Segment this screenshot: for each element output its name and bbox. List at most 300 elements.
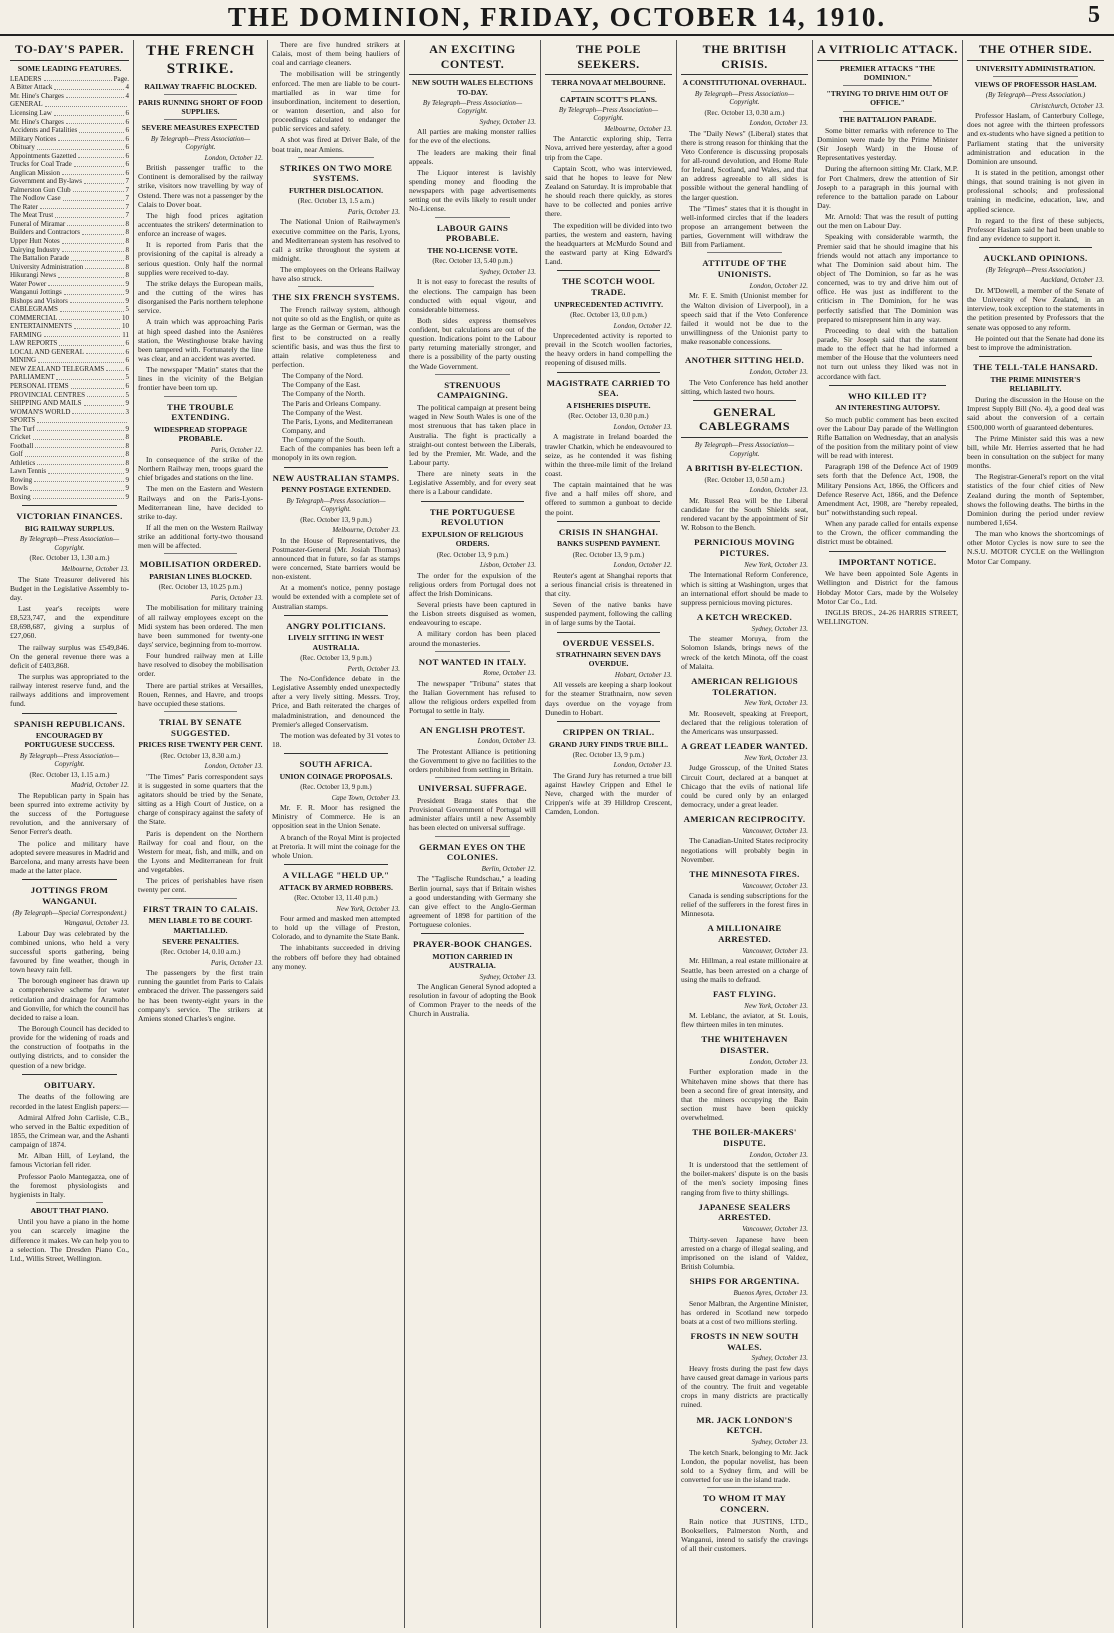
subheading: UNION COINAGE PROPOSALS.: [279, 771, 393, 781]
subheading: MEN LIABLE TO BE COURT-MARTIALLED.: [148, 916, 253, 935]
index-row: [10, 246, 129, 255]
article-paragraph: Both sides express themselves confident, but calculations are out of the question. Indications point to the Labour party returning materially stronger, and there is a possibility of the party ousting the Wade Government.: [409, 315, 536, 371]
tell-tale-hansard-heading: THE TELL-TALE HANSARD.: [973, 361, 1098, 372]
article-paragraph: In the House of Representatives, the Postmaster-General (Mr. Josiah Thomas) announced that in future, so far as stamps were concerned, State barriers would be non-existent.: [272, 535, 400, 582]
dateline: Wanganui, October 13.: [63, 919, 129, 928]
dateline: Sydney, October 13.: [751, 1354, 808, 1363]
leader-dots: [67, 220, 123, 227]
article-paragraph: Until you have a piano in the home you can scarcely imagine the difference it makes. We can help you to a selection. The Dresden Piano Co., Ltd., Willis Street, Wellington.: [10, 1217, 129, 1263]
index-row: [10, 118, 129, 127]
index-row: [10, 186, 129, 195]
article-paragraph: A branch of the Royal Mint is projected at Pretoria. It will mint the coinage for the whole Union.: [272, 832, 400, 860]
leader-dots: [73, 186, 124, 193]
company-item: The Paris and Orleans Company.: [282, 398, 381, 408]
index-page: 8: [125, 228, 129, 237]
column-3: [268, 40, 405, 1628]
scotch-wool-heading: THE SCOTCH WOOL TRADE.: [562, 276, 655, 298]
article-paragraph: There are five hundred strikers at Calais, most of them being hauliers of coal and carriage cleaners.: [272, 40, 400, 68]
dateline: Perth, October 13.: [347, 664, 400, 673]
index-label: Football: [10, 441, 34, 450]
divider: [164, 396, 237, 397]
divider: [164, 119, 237, 120]
index-page: 8: [125, 236, 129, 245]
subheading: FURTHER DISLOCATION.: [288, 186, 384, 196]
subheading: PARIS RUNNING SHORT OF FOOD SUPPLIES.: [138, 97, 263, 117]
index-label: MINING: [10, 356, 37, 365]
index-page: 9: [125, 492, 129, 501]
index-page: 6: [125, 151, 129, 160]
article-paragraph: Four hundred railway men at Lille have resolved to disobey the mobilisation order.: [138, 651, 263, 679]
received-line: (Rec. October 13, 1.15 a.m.): [29, 770, 110, 779]
article-paragraph: INGLIS BROS., 24-26 HARRIS STREET, WELLINGTON.: [817, 607, 958, 627]
leader-dots: [44, 331, 120, 338]
article-paragraph: Mr. Russel Rea will be the Liberal candidate for the South Shields seat, rendered vacant by the appointment of Sir W. Robson to the Bench.: [681, 495, 808, 533]
subheading: STRATHNAIRN SEVEN DAYS OVERDUE.: [556, 650, 661, 669]
column-8: [963, 40, 1108, 1628]
credit-line: By Telegraph—Press Association—Copyright.: [694, 441, 795, 458]
divider: [557, 372, 660, 373]
article-paragraph: The No-Confidence debate in the Legislative Assembly ended unexpectedly after a very lively sitting. Messrs. Troy, Price, and Bath reiterated the charges of maladministration, and denounced the Premier's alleged Conservatism.: [272, 674, 400, 729]
received-line: (Rec. October 13, 8.30 a.m.): [160, 751, 241, 760]
article-paragraph: President Braga states that the Provisional Government of Portugal will administer affairs until a new Assembly has been elected on universal suffrage.: [409, 795, 536, 833]
divider: [164, 94, 237, 95]
index-row: [10, 382, 129, 391]
dateline: London, October 13.: [477, 737, 536, 746]
index-page: 6: [125, 347, 129, 356]
index-row: [10, 109, 129, 118]
shanghai-heading: CRISIS IN SHANGHAI.: [558, 526, 659, 537]
strikes-heading: STRIKES ON TWO MORE SYSTEMS.: [279, 162, 393, 184]
leader-dots: [48, 467, 123, 474]
crippen-heading: CRIPPEN ON TRIAL.: [562, 726, 655, 737]
divider: [557, 632, 660, 633]
leader-dots: [74, 160, 124, 167]
leader-dots: [34, 476, 123, 483]
subheading: MOTION CARRIED IN AUSTRALIA.: [432, 952, 513, 971]
received-line: (Rec. October 13, 0.30 a.m.): [704, 108, 785, 117]
article-paragraph: Mr. F. R. Moor has resigned the Ministry of Commerce. He is an opposition seat in the Union Senate.: [272, 803, 400, 831]
leader-dots: [106, 365, 123, 372]
other-side-heading: THE OTHER SIDE.: [967, 42, 1104, 61]
portuguese-revolution-heading: THE PORTUGUESE REVOLUTION: [429, 506, 516, 528]
article-paragraph: During the afternoon sitting Mr. Clark, M.P. for Port Chalmers, drew the attention of Sir Joseph to a paragraph in this journal with reference to the battalion parade on Labour Day.: [817, 164, 958, 210]
dateline: Sydney, October 13.: [479, 117, 536, 126]
subheading: BANKS SUSPEND PAYMENT.: [556, 539, 661, 549]
received-line: (Rec. October 13, 0.30 p.m.): [568, 412, 649, 421]
subheading: WIDESPREAD STOPPAGE PROBABLE.: [153, 425, 248, 444]
index-label: LOCAL AND GENERAL: [10, 347, 85, 356]
divider: [284, 467, 388, 468]
dateline: London, October 13.: [749, 1150, 808, 1159]
article-paragraph: Four armed and masked men attempted to hold up the village of Preston, Colorado, and to dynamite the State Bank.: [272, 914, 400, 942]
religious-toleration-heading: AMERICAN RELIGIOUS TOLERATION.: [691, 675, 798, 697]
received-line: (Rec. October 13, 1.5 a.m.): [297, 197, 375, 206]
article-paragraph: The National Union of Railwaymen's executive committee on the Paris, Lyons, and Mediterranean system has resolved to call a strike throughout the system at midnight.: [272, 217, 400, 263]
divider: [22, 1074, 117, 1075]
unionists-heading: ATTITUDE OF THE UNIONISTS.: [702, 258, 787, 280]
index-row: [10, 228, 129, 237]
article-paragraph: The French railway system, although not quite so old as the English, or quite as large as the German or German, was the first to be constructed on a really scientific basis, and was thus the first to attain relative completeness and perfection.: [272, 305, 400, 369]
article-paragraph: Mr. Arnold: That was the result of putting out the men on Labour Day.: [817, 212, 958, 231]
subheading: NEW SOUTH WALES ELECTIONS TO-DAY.: [411, 78, 534, 97]
index-page: 8: [125, 450, 129, 459]
divider: [707, 252, 782, 253]
by-election-heading: A BRITISH BY-ELECTION.: [686, 463, 803, 474]
index-page: 9: [125, 484, 129, 493]
index-row: [10, 399, 129, 408]
victorian-finances-heading: VICTORIAN FINANCES.: [16, 511, 123, 522]
index-row: [10, 254, 129, 263]
article-paragraph: The Borough Council has decided to provide for the widening of roads and the construction of footpaths in the outlying districts, and to consider the question of a new bridge.: [10, 1024, 129, 1070]
received-line: (Rec. October 13, 11.40 p.m.): [294, 894, 378, 902]
index-row: [10, 339, 129, 348]
index-label: Obituary: [10, 143, 35, 152]
article-paragraph: Mr. Roosevelt, speaking at Freeport, declared that the religious toleration of the Americans was unsurpassed.: [681, 708, 808, 737]
spanish-republicans-heading: SPANISH REPUBLICANS.: [14, 718, 125, 729]
index-row: [10, 391, 129, 400]
dateline: London, October 13.: [749, 486, 808, 495]
dateline: Vancouver, October 13.: [742, 946, 808, 955]
divider: [284, 753, 388, 754]
index-label: A Bitter Attack: [10, 83, 53, 92]
leader-dots: [37, 459, 123, 466]
article-paragraph: If all the men on the Western Railway strike an additional forty-two thousand men will be affected.: [138, 523, 263, 551]
leader-dots: [71, 382, 124, 389]
article-paragraph: The Liquor interest is lavishly spending money and flooding the newspapers with page advertisements setting out the evils likely to result under No-License.: [409, 167, 536, 214]
article-paragraph: Labour Day was celebrated by the combined unions, who held a very successful sports gathering, being favoured by fine weather, though in town heavy rain fell.: [10, 928, 129, 975]
dateline: Christchurch, October 13.: [1030, 101, 1104, 110]
who-killed-it-heading: WHO KILLED IT?: [848, 390, 927, 401]
credit-line: By Telegraph—Press Association—Copyright.: [19, 751, 120, 769]
dateline: London, October 12.: [613, 561, 672, 570]
divider: [435, 651, 510, 652]
article-paragraph: Further exploration made in the Whitehaven mine shows that there has been a second fire of great intensity, and that the miners occupying the Bain section must have been quickly overwhelmed.: [681, 1067, 808, 1123]
article-paragraph: Unprecedented activity is reported to prevail in the Scotch woollen factories, the heavy orders in hand compelling the reopening of disused mills.: [545, 331, 672, 368]
divider: [22, 879, 117, 880]
leader-dots: [66, 118, 124, 125]
credit-line: By Telegraph—Press Association—Copyright.: [19, 535, 120, 552]
index-label: Wanganui Jottings: [10, 288, 62, 297]
dateline: Sydney, October 13.: [751, 624, 808, 633]
article-paragraph: We have been appointed Sole Agents in Wellington and District for the famous Hobday Motor Cars, made by the Wolseley Motor Car Co., Ltd.: [817, 569, 958, 606]
german-eyes-heading: GERMAN EYES ON THE COLONIES.: [419, 841, 526, 863]
subheading: UNIVERSITY ADMINISTRATION.: [975, 63, 1096, 73]
index-page: 9: [125, 399, 129, 408]
important-notice-heading: IMPORTANT NOTICE.: [838, 556, 937, 567]
company-item: The Company of the South.: [282, 435, 366, 445]
index-label: Bishops and Visitors: [10, 296, 68, 305]
column-5: [541, 40, 677, 1628]
article-paragraph: The strike delays the European mails, and the cutting of the wires has disorganised the Paris northern telephone service.: [138, 278, 263, 316]
leader-dots: [37, 425, 124, 432]
article-paragraph: The captain maintained that he was five and a half miles off shore, and offered to summon a gunboat to decide the point.: [545, 480, 672, 517]
subheading: PENNY POSTAGE EXTENDED.: [281, 485, 391, 495]
index-list: [10, 75, 129, 502]
article-paragraph: Some bitter remarks with reference to The Dominion were made by the Prime Minister (Sir Joseph Ward) in the House of Representatives yesterday.: [817, 125, 958, 163]
index-label: Government and By-laws: [10, 177, 82, 186]
dateline: Hobart, October 13.: [614, 670, 672, 679]
dateline: Vancouver, October 13.: [742, 1225, 808, 1234]
article-paragraph: The mobilisation will be stringently enforced. The men are liable to be court-martialled as in war time for insubordination, incitement to desertion, or wanton desertion, and also for proceedings calculated to endanger the public services and safety.: [272, 69, 400, 134]
article-paragraph: A magistrate in Ireland boarded the trawler Chatkin, which he endeavoured to seize, as he contended it was fishing within the three-mile limit of the Ireland coast.: [545, 432, 672, 478]
subheading: A FISHERIES DISPUTE.: [566, 401, 651, 411]
article-paragraph: It is understood that the settlement of the boiler-makers' dispute is on the basis of the men's society imposing fines ranging from five to thirty shillings.: [681, 1160, 808, 1197]
subheading: LIVELY SITTING IN WEST AUSTRALIA.: [288, 633, 384, 652]
article-paragraph: The International Reform Conference, which is sitting at Washington, urges that an international effort should be made to suppress pernicious moving pictures.: [681, 570, 808, 607]
subheading: GRAND JURY FINDS TRUE BILL.: [549, 739, 668, 749]
subheading: AN INTERESTING AUTOPSY.: [835, 403, 940, 413]
article-paragraph: M. Leblanc, the aviator, at St. Louis, flew thirteen miles in ten minutes.: [681, 1011, 808, 1030]
dateline: Sydney, October 13.: [479, 267, 536, 276]
company-list: [272, 371, 400, 444]
millionaire-heading: A MILLIONAIRE ARRESTED.: [707, 923, 782, 945]
index-page: 6: [125, 168, 129, 177]
article-paragraph: A train which was approaching Paris at high speed dashed into the Asnières station, the Westinghouse brake having been tampered with. Fortunately the line was clear, and an accident was averted.: [138, 317, 263, 363]
dateline: New York, October 13.: [744, 753, 808, 762]
index-row: [10, 331, 129, 340]
article-paragraph: Speaking with considerable warmth, the Premier said that he should imagine that his friends would not attach any importance to what The Dominion said about him. The object of The Dominion, so far as he was concerned, was to try and drive him out of office. He was just as indifferent to the criticism in The Dominion, for he was perfectly satisfied that The Dominion was prepared to misrepresent him in any way.: [817, 232, 958, 324]
dateline: London, October 13.: [204, 762, 263, 771]
subheading: PREMIER ATTACKS "THE DOMINION.": [839, 63, 936, 82]
article-paragraph: The Grand Jury has returned a true bill against Hawley Crippen and Ethel le Neve, charged with the murder of Crippen's wife at 39 Hilldrop Crescent, Camden, London.: [545, 770, 672, 817]
company-item: The Company of the East.: [282, 380, 361, 390]
article-paragraph: The political campaign at present being waged in New South Wales is one of the most strenuous that has taken place in Australia. The fight is practically a straight-out contest between the Liberals, led by the Premier, Mr. Wade, and the Labour party.: [409, 403, 536, 468]
index-label: Palmerston Gun Club: [10, 185, 71, 194]
index-page: 8: [125, 262, 129, 271]
leader-dots: [33, 493, 124, 500]
divider: [164, 553, 237, 554]
subheading: EXPULSION OF RELIGIOUS ORDERS.: [421, 530, 524, 549]
leader-dots: [62, 246, 124, 253]
subheading: THE BATTALION PARADE.: [838, 114, 937, 124]
index-row: [10, 126, 129, 135]
index-label: Mr. Hine's Charges: [10, 117, 64, 126]
divider: [421, 501, 524, 502]
article-paragraph: The Protestant Alliance is petitioning the Government to give no facilities to the orders prohibited from settling in Britain.: [409, 746, 536, 775]
subheading: A CONSTITUTIONAL OVERHAUL.: [682, 78, 807, 88]
subheading: THE PRIME MINISTER'S RELIABILITY.: [990, 374, 1081, 393]
leader-dots: [72, 408, 123, 415]
leader-dots: [45, 100, 127, 107]
received-line: (Rec. October 13, 1.30 a.m.): [29, 554, 110, 563]
article-paragraph: The Anglican General Synod adopted a resolution in favour of adopting the Book of Common Prayer to the needs of the Church in Australia.: [409, 982, 536, 1019]
index-label: SHIPPING AND MAILS: [10, 399, 82, 408]
angry-politicians-heading: ANGRY POLITICIANS.: [286, 620, 386, 631]
index-row: [10, 433, 129, 442]
article-paragraph: Heavy frosts during the past few days have caused great damage in various parts of the country. The fruit and vegetable crops in many districts are practically ruined.: [681, 1363, 808, 1410]
dateline: London, October 12.: [749, 281, 808, 290]
received-line: (Rec. October 13, 0.0 p.m.): [570, 311, 647, 319]
article-paragraph: The Antarctic exploring ship, Terra Nova, arrived here yesterday, after a good trip from the Cape.: [545, 134, 672, 162]
received-line: (Rec. October 13, 9 p.m.): [300, 515, 372, 524]
article-paragraph: Mr. Alban Hill, of Leyland, the famous Victorian fell rider.: [10, 1151, 129, 1170]
leader-dots: [44, 75, 112, 82]
masthead-title: THE DOMINION, FRIDAY, OCTOBER 14, 1910.: [227, 2, 887, 32]
article-paragraph: During the discussion in the House on the Imprest Supply Bill (No. 4), a good deal was said about the conversion of a certain £500,000 worth of guaranteed debentures.: [967, 395, 1104, 432]
article-paragraph: Dr. M'Dowell, a member of the Senate of the University of New Zealand, in an interview, took exception to the statements in the petition presented by Professors that the senate was opposed to any reform.: [967, 285, 1104, 332]
index-row: [10, 476, 129, 485]
subheading: "TRYING TO DRIVE HIM OUT OF OFFICE.": [826, 89, 949, 108]
article-paragraph: The "Daily News" (Liberal) states that there is strong reason for thinking that the Veto Conference is discussing proposals for all-round devolution, and Home Rule for Ireland, Scotland, and Wales, and that an address agreeable to all sides is possible without the general handling of the larger question.: [681, 128, 808, 202]
village-held-up-heading: A VILLAGE "HELD UP.": [282, 870, 390, 881]
index-label: The Nodlow Case: [10, 194, 61, 203]
fast-flying-heading: FAST FLYING.: [712, 988, 777, 999]
index-label: PARLIAMENT: [10, 373, 55, 382]
index-label: Dairying Industry: [10, 245, 60, 254]
prayer-book-heading: PRAYER-BOOK CHANGES.: [412, 939, 533, 950]
index-label: LEADERS: [10, 74, 42, 83]
leader-dots: [71, 254, 123, 261]
index-page: 8: [125, 245, 129, 254]
index-row: [10, 373, 129, 382]
divider: [979, 247, 1092, 248]
concern-heading: TO WHOM IT MAY CONCERN.: [702, 1493, 787, 1514]
divider: [435, 217, 510, 218]
dateline: Vancouver, October 13.: [742, 881, 808, 890]
index-page: 5: [125, 373, 129, 382]
magistrate-heading: MAGISTRATE CARRIED TO SEA.: [546, 377, 671, 399]
article-paragraph: Each of the companies has been left a monopoly in its own region.: [272, 444, 400, 463]
index-page: 7: [125, 194, 129, 203]
index-label: Trucks for Coal Trade: [10, 160, 72, 169]
article-paragraph: Admiral Alfred John Carlisle, C.B., who served in the Baltic expedition of 1855, the Crimean war, and the Ashanti campaign of 1874.: [10, 1112, 129, 1150]
divider: [993, 76, 1078, 77]
index-page: 7: [125, 177, 129, 186]
received-line: (Rec. October 13, 10.25 p.m.): [158, 583, 243, 592]
article-paragraph: The State Treasurer delivered his Budget in the Legislative Assembly to-day.: [10, 574, 129, 602]
subheading: CAPTAIN SCOTT'S PLANS.: [560, 94, 657, 104]
leader-dots: [48, 280, 123, 287]
index-label: Mr. Hine's Charges: [10, 91, 64, 100]
index-label: WOMAN'S WORLD: [10, 407, 71, 416]
index-page: 9: [125, 279, 129, 288]
english-protest-heading: AN ENGLISH PROTEST.: [419, 724, 526, 735]
obituary-heading: OBITUARY.: [43, 1079, 96, 1090]
column-7: [813, 40, 963, 1628]
article-paragraph: The order for the expulsion of the religious orders from Portugal does not affect the Irish Dominicans.: [409, 570, 536, 598]
index-row: [10, 288, 129, 297]
dateline: London, October 13.: [749, 119, 808, 128]
dateline: Rome, October 13.: [483, 669, 536, 678]
article-paragraph: At a moment's notice, penny postage would be extended with a complete set of Australian stamps.: [272, 583, 400, 611]
dateline: New York, October 13.: [744, 699, 808, 708]
index-label: The Meat Trust: [10, 211, 54, 220]
index-row: [10, 237, 129, 246]
article-paragraph: Proceeding to deal with the battalion parade, Sir Joseph said that the statement made to the effect that he had informed a member of the House that the volunteers need not turn out unless they liked was not in accordance with fact.: [817, 325, 958, 381]
six-systems-heading: THE SIX FRENCH SYSTEMS.: [272, 292, 400, 303]
index-label: Upper Hutt Notes: [10, 236, 60, 245]
index-page: Page.: [113, 74, 129, 83]
index-row: [10, 425, 129, 434]
index-label: FARMING: [10, 330, 42, 339]
index-label: Appointments Gazetted: [10, 151, 77, 160]
divider: [435, 777, 510, 778]
index-label: Funeral of Miramar: [10, 219, 66, 228]
index-row: [10, 297, 129, 306]
article-paragraph: In consequence of the strike of the Northern Railway men, troops guard the chief brigades and stations on the line.: [138, 455, 263, 483]
article-paragraph: Rain notice that JUSTINS, LTD., Booksellers, Palmerston North, and Wanganui, intend to satisfy the cravings of all their customers.: [681, 1516, 808, 1554]
divider: [435, 374, 510, 375]
divider: [557, 521, 660, 522]
article-paragraph: The ketch Snark, belonging to Mr. Jack London, the popular novelist, has been sold to a Sydney firm, and will be converted for use in the island trade.: [681, 1447, 808, 1485]
index-row: [10, 416, 129, 425]
subheading: SEVERE PENALTIES.: [162, 936, 239, 946]
article-paragraph: The steamer Moruya, from the Solomon Islands, brings news of the wreck of the ketch Minota, off the coast of Malaita.: [681, 634, 808, 671]
credit-line: By Telegraph—Press Association—Copyright.: [558, 105, 659, 123]
dateline: London, October 13.: [613, 422, 672, 431]
dateline: New York, October 13.: [744, 1001, 808, 1010]
received-line: (Rec. October 13, 0.50 a.m.): [704, 475, 785, 484]
columns: [6, 40, 1108, 1628]
index-label: COMMERCIAL: [10, 313, 58, 322]
index-label: The Turf: [10, 424, 35, 433]
leader-dots: [54, 109, 124, 116]
subheading: VIEWS OF PROFESSOR HASLAM.: [974, 79, 1097, 89]
divider: [829, 385, 946, 386]
mobilisation-heading: MOBILISATION ORDERED.: [139, 559, 262, 570]
index-row: [10, 493, 129, 502]
strenuous-campaigning-heading: STRENUOUS CAMPAIGNING.: [436, 379, 509, 401]
subheading: SEVERE MEASURES EXPECTED: [141, 123, 260, 133]
leader-dots: [64, 288, 124, 295]
subheading: UNPRECEDENTED ACTIVITY.: [553, 299, 663, 309]
japanese-sealers-heading: JAPANESE SEALERS ARRESTED.: [698, 1201, 791, 1223]
article-paragraph: Thirty-seven Japanese have been arrested on a charge of illegal sealing, and imprisoned on the island of Valdez, British Columbia.: [681, 1234, 808, 1272]
index-page: 6: [125, 160, 129, 169]
index-page: 6: [125, 339, 129, 348]
leader-dots: [30, 484, 124, 491]
article-paragraph: The inhabitants succeeded in driving the robbers off before they had obtained any money.: [272, 943, 400, 971]
index-page: 7: [125, 202, 129, 211]
index-label: The Battalion Parade: [10, 254, 70, 263]
article-paragraph: A shot was fired at Driver Bale, of the boat train, near Amiens.: [272, 135, 400, 154]
credit-line: By Telegraph—Press Association—Copyright.: [286, 496, 386, 514]
index-page: 10: [122, 313, 129, 322]
divider: [435, 836, 510, 837]
index-page: 7: [125, 211, 129, 220]
index-label: The Rater: [10, 202, 38, 211]
article-paragraph: The high food prices agitation accentuates the strikers' determination to enforce an increase of wages.: [138, 210, 263, 239]
index-label: University Administration: [10, 262, 84, 271]
index-page: 9: [125, 475, 129, 484]
victorian-finances-subheading: BIG RAILWAY SURPLUS.: [24, 524, 115, 534]
article-paragraph: The expedition will be divided into two parties, the western and eastern, having the headquarters at McMurdo Sound and the eastward party at King Edward's Land.: [545, 220, 672, 267]
article-paragraph: So much public comment has been excited over the Labour Day parade of the Wellington Rifle Battalion on Wednesday, that an analysis of the position from the military point of view will be read with interest.: [817, 414, 958, 461]
sitting-heading: ANOTHER SITTING HELD.: [685, 355, 804, 366]
divider: [421, 933, 524, 934]
leader-dots: [54, 83, 123, 90]
index-page: 6: [125, 364, 129, 373]
article-paragraph: The Prime Minister said this was a new bill, while Mr. Herries asserted that he had been in consultation on the subject for many months.: [967, 433, 1104, 471]
index-row: [10, 484, 129, 493]
index-page: 5: [125, 390, 129, 399]
index-page: 10: [122, 322, 129, 331]
wanganui-heading: JOTTINGS FROM WANGANUI.: [30, 885, 109, 906]
index-row: [10, 75, 129, 84]
ketch-heading: A KETCH WRECKED.: [696, 611, 793, 622]
company-item: The Paris, Lyons, and Mediterranean Company, and: [282, 416, 393, 435]
index-row: [10, 467, 129, 476]
british-crisis-heading: THE BRITISH CRISIS.: [681, 42, 808, 75]
piano-heading: ABOUT THAT PIANO.: [30, 1205, 109, 1215]
article-paragraph: The men on the Eastern and Western Railways and on the Paris-Lyons-Mediterranean line, have decided to strike to-day.: [138, 484, 263, 521]
index-row: [10, 169, 129, 178]
company-item: The Company of the Nord.: [282, 371, 364, 381]
leader-dots: [86, 348, 123, 355]
divider: [22, 713, 117, 714]
index-page: 6: [125, 134, 129, 143]
received-line: (Rec. October 14, 0.10 a.m.): [160, 948, 241, 957]
